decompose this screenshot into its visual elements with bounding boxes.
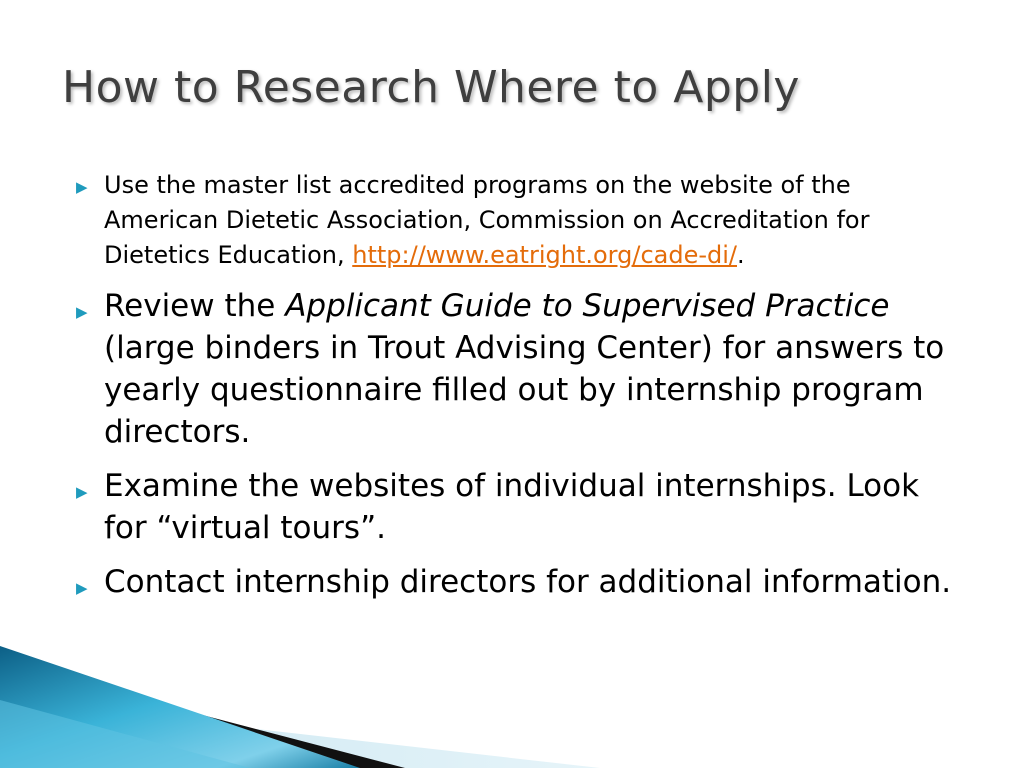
bullet-arrow-icon: ▶ [76,178,88,196]
pale-blue-band [0,700,600,768]
bullet-item-master-list [74,168,954,273]
bullet-text: Use the master list accredited programs on the website of the American Dietetic Association, Commission on Accreditation for Dietetics Education, [104,171,870,269]
bullet-text: Examine the websites of individual internships. Look for “virtual tours”. [104,468,920,546]
guide-title: Applicant Guide to Supervised Practice [285,288,890,324]
bullet-list [74,168,954,615]
teal-wedge [0,646,360,768]
bullet-text: Review the [104,288,286,324]
bullet-arrow-icon: ▶ [76,483,88,501]
bullet-arrow-icon: ▶ [76,579,88,597]
cade-link[interactable]: http://www.eatright.org/cade-di/ [352,241,737,269]
light-wedge-highlight [0,700,250,768]
bullet-text-end: (large binders in Trout Advising Center) for answers to yearly questionnaire filled out by internship program directors. [104,330,945,450]
slide-title: How to Research Where to Apply [62,62,800,113]
bullet-text: Contact internship directors for additional information. [104,564,952,600]
bullet-text-end: . [737,241,745,269]
bullet-item-websites [74,465,954,549]
bullet-item-contact [74,561,954,603]
bullet-arrow-icon: ▶ [76,303,88,321]
dark-stripe [0,662,405,768]
bullet-item-applicant-guide [74,285,954,453]
